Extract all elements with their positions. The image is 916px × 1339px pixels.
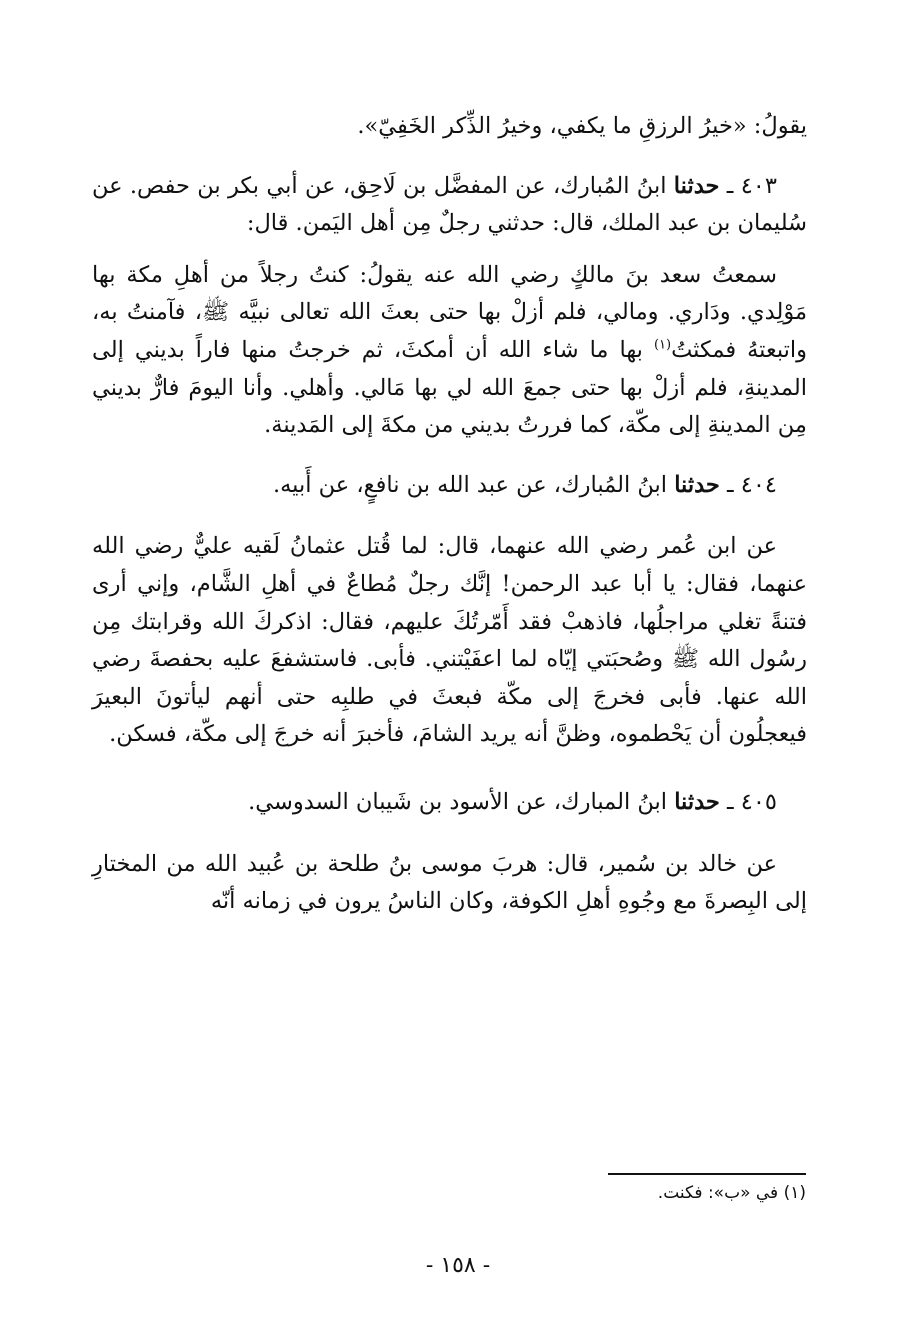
hadith-keyword: حدثنا [673, 172, 720, 199]
hadith-403-isnad [92, 168, 807, 243]
hadith-dash: ـ [719, 471, 734, 498]
hadith-body-part-1: سمعتُ سعد بنَ مالكٍ رضي الله عنه يقولُ: كنتُ رجلاً من أهلِ مكة بها مَوْلِدي. ودَاري. ومالي، فلم أزلْ بها حتى بعثَ الله تعالى نبيَّه ﷺ، فآمنتُ به، واتبعتهُ فمكثتُ [92, 261, 807, 363]
hadith-dash: ـ [719, 788, 734, 815]
hadith-405-isnad [92, 784, 807, 822]
footnote: (١) في «ب»: فكنت. [657, 1183, 806, 1203]
hadith-number: ٤٠٥ [740, 788, 777, 815]
hadith-404-body [92, 528, 807, 754]
hadith-404-isnad [92, 467, 807, 505]
opening-text: يقولُ: «خيرُ الرزقِ ما يكفي، وخيرُ الذِّكر الخَفِيّ». [357, 113, 807, 139]
hadith-dash: ـ [719, 172, 734, 199]
hadith-keyword: حدثنا [674, 471, 720, 498]
hadith-403-body [92, 257, 807, 445]
footnote-divider [608, 1173, 806, 1175]
hadith-body-part-2: بها ما شاء الله أن أمكثَ، ثم خرجتُ منها فاراً بديني إلى المدينةِ، فلم أزلْ بها حتى جمعَ الله لي بها مَالي. وأهلي. وأنا اليومَ فارٌّ بديني مِن المدينةِ إلى مكّة، كما فررتُ بديني من مكةَ إلى المَدينة. [92, 336, 807, 439]
page-body [92, 108, 807, 921]
hadith-number: ٤٠٣ [740, 172, 777, 199]
hadith-body-text: عن ابن عُمر رضي الله عنهما، قال: لما قُتل عثمانُ لَقيه عليٌّ رضي الله عنهما، فقال: يا أبا عبد الرحمن! إنَّك رجلٌ مُطاعٌ في أهلِ الشَّام، وإني أرى فتنةً تغلي مراجلُها، فاذهبْ فقد أَمّرتُكَ عليهم، فقال: اذكركَ الله وقرابتك مِن رسُول الله ﷺ وصُحبَتي إيّاه لما اعفَيْتني. فأبى. فاستشفعَ عليه بحفصةَ رضي الله عنها. فأبى فخرجَ إلى مكّة فبعثَ في طلبِه حتى أنهم ليأتونَ البعيرَ فيعجلُون أن يَحْطموه، وظنَّ أنه يريد الشامَ، فأخبرَ أنه خرجَ إلى مكّة، فسكن. [92, 533, 807, 748]
hadith-number: ٤٠٤ [740, 471, 777, 498]
opening-line [92, 108, 807, 146]
hadith-405-body [92, 846, 807, 921]
hadith-isnad-text: ابنُ المُبارك، عن المفضَّل بن لَاحِق، عن أبي بكر بن حفص. عن سُليمان بن عبد الملك، قال: حدثني رجلٌ مِن أهل اليَمن. قال: [92, 172, 807, 237]
hadith-isnad-text: ابنُ المبارك، عن الأسود بن شَيبان السدوسي. [248, 788, 668, 815]
hadith-isnad-text: ابنُ المُبارك، عن عبد الله بن نافعٍ، عن أَبيه. [272, 471, 668, 498]
hadith-keyword: حدثنا [674, 788, 720, 815]
page-number: - ١٥٨ - [425, 1253, 491, 1278]
footnote-reference[interactable]: (١) [653, 337, 672, 353]
hadith-body-text: عن خالد بن سُمير، قال: هربَ موسى بنُ طلحة بن عُبيد الله من المختارِ إلى البِصرةَ مع وجُوهِ أهلِ الكوفة، وكان الناسُ يرون في زمانه أنّه [92, 850, 807, 915]
